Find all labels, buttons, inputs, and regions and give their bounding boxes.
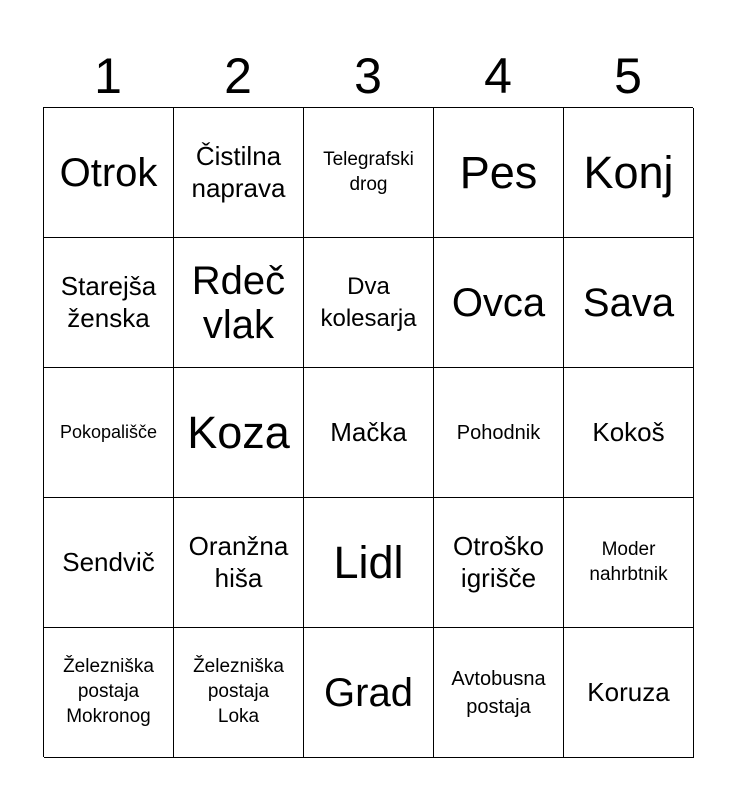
cell-label: Ovca (451, 280, 546, 325)
bingo-cell-r2c2[interactable] (174, 238, 304, 368)
cell-label: Pes (459, 146, 538, 198)
cell-label: Koza (187, 406, 290, 458)
bingo-cell-r1c5[interactable] (564, 108, 694, 238)
bingo-cell-r3c3[interactable] (304, 368, 434, 498)
cell-label: Moder nahrbtnik (589, 538, 668, 585)
cell-label: Konj (583, 146, 674, 198)
cell-label: Telegrafski drog (323, 148, 414, 195)
bingo-cell-r2c5[interactable] (564, 238, 694, 368)
column-header-1: 1 (94, 48, 122, 104)
bingo-cell-r2c3[interactable] (304, 238, 434, 368)
column-header-4: 4 (484, 48, 512, 104)
cell-label: Avtobusna postaja (451, 667, 546, 718)
bingo-cell-r4c5[interactable] (564, 498, 694, 628)
cell-label: Železniška postaja Loka (193, 656, 284, 727)
bingo-cell-r5c2[interactable] (174, 628, 304, 758)
column-header-2: 2 (224, 48, 252, 104)
cell-label: Grad (324, 670, 413, 715)
cell-label: Čistilna naprava (191, 140, 286, 203)
bingo-cell-r4c1[interactable] (44, 498, 174, 628)
bingo-cell-r1c1[interactable] (44, 108, 174, 238)
cell-label: Otrok (59, 150, 158, 195)
bingo-cell-r5c3[interactable] (304, 628, 434, 758)
cell-label: Koruza (587, 676, 670, 707)
bingo-cell-r3c4[interactable] (434, 368, 564, 498)
cell-label: Mačka (330, 416, 407, 447)
column-header-5: 5 (614, 48, 642, 104)
bingo-cell-r5c4[interactable] (434, 628, 564, 758)
cell-label: Lidl (333, 536, 404, 588)
cell-label: Pokopališče (59, 421, 158, 442)
bingo-cell-r1c4[interactable] (434, 108, 564, 238)
bingo-cell-r4c3[interactable] (304, 498, 434, 628)
cell-label: Železniška postaja Mokronog (63, 656, 154, 727)
bingo-cell-r5c5[interactable] (564, 628, 694, 758)
bingo-cell-r3c1[interactable] (44, 368, 174, 498)
cell-label: Sava (582, 280, 675, 325)
column-header-3: 3 (354, 48, 382, 104)
cell-label: Rdeč vlak (191, 258, 286, 347)
bingo-cell-r2c1[interactable] (44, 238, 174, 368)
cell-label: Otroško igrišče (452, 530, 545, 593)
cell-label: Dva kolesarja (320, 273, 417, 332)
bingo-cell-r3c5[interactable] (564, 368, 694, 498)
cell-label: Pohodnik (456, 421, 541, 444)
bingo-cell-r5c1[interactable] (44, 628, 174, 758)
bingo-cell-r1c2[interactable] (174, 108, 304, 238)
bingo-cell-r4c4[interactable] (434, 498, 564, 628)
cell-label: Kokoš (592, 416, 665, 447)
bingo-cell-r1c3[interactable] (304, 108, 434, 238)
bingo-cell-r2c4[interactable] (434, 238, 564, 368)
bingo-board (43, 107, 693, 757)
bingo-cell-r3c2[interactable] (174, 368, 304, 498)
cell-label: Oranžna hiša (188, 530, 289, 593)
column-header-row (43, 44, 693, 108)
cell-label: Sendvič (62, 546, 155, 577)
bingo-cell-r4c2[interactable] (174, 498, 304, 628)
cell-label: Starejša ženska (60, 270, 157, 333)
